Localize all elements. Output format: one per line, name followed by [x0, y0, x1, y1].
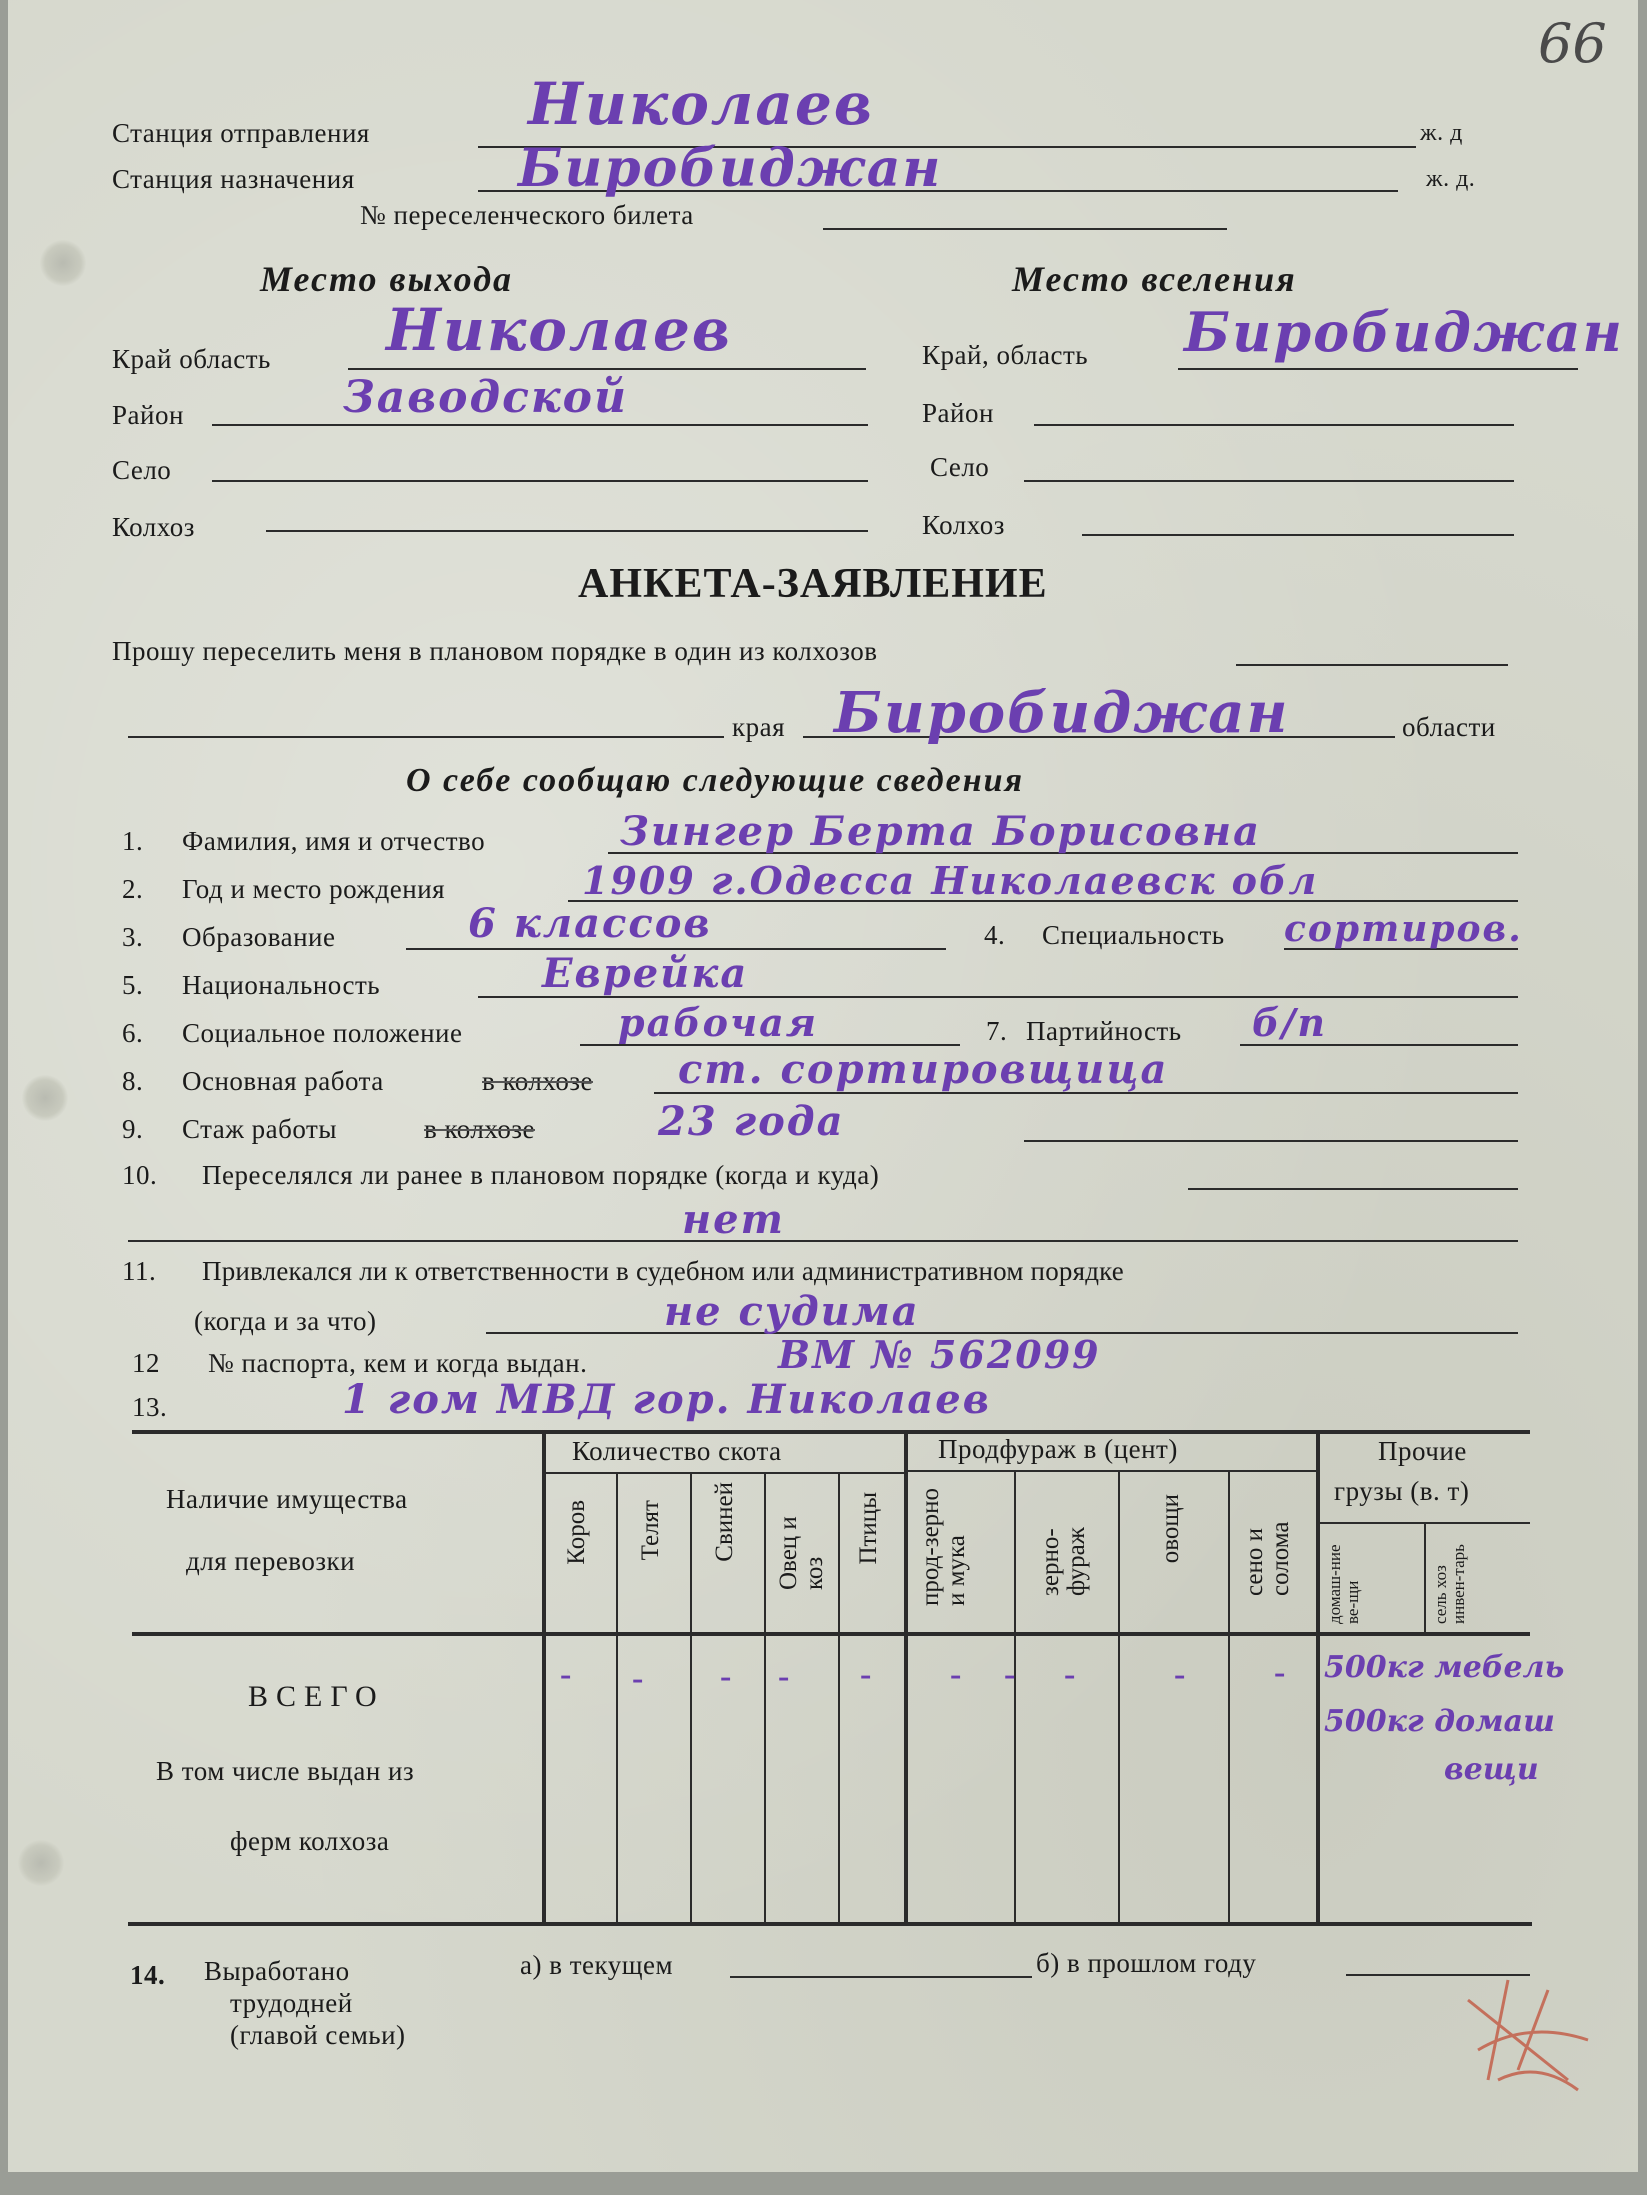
field-9-value: 23 года [658, 1098, 845, 1145]
group-fodder: Продфураж в (цент) [938, 1434, 1178, 1464]
col-grain-fodder: зерно-фураж [1037, 1527, 1090, 1596]
exit-village-label: Село [112, 455, 172, 485]
settle-village-label: Село [930, 452, 990, 482]
exit-district-label: Район [112, 400, 184, 430]
settle-district-label: Район [922, 398, 994, 428]
total-grain-flour: - [950, 1656, 962, 1693]
workdays-current-label: а) в текущем [520, 1950, 674, 1980]
request-kolkhoz-line [1236, 664, 1508, 666]
workdays-label-2: трудодней [230, 1988, 353, 2018]
field-10-number: 10. [122, 1160, 158, 1190]
settle-district-line [1034, 424, 1514, 426]
krai-label: края [732, 712, 786, 742]
column-rule [690, 1472, 692, 1926]
field-4-value: сортиров. [1284, 908, 1523, 950]
field-7-number: 7. [986, 1016, 1008, 1046]
col-hay: сено и солома [1241, 1521, 1294, 1596]
field-11-number: 11. [122, 1256, 157, 1286]
group-other-1: Прочие [1378, 1436, 1467, 1466]
settle-kolkhoz-label: Колхоз [922, 510, 1005, 540]
column-rule [1424, 1522, 1426, 1632]
field-12-number: 12 [132, 1348, 160, 1378]
settle-region-value: Биробиджан [1184, 300, 1624, 364]
total-label: ВСЕГО [248, 1680, 385, 1713]
included-label-2: ферм колхоза [230, 1826, 390, 1856]
field-6-value: рабочая [618, 1000, 819, 1045]
group-fodder-line [906, 1470, 1316, 1472]
row-header-2: для перевозки [186, 1546, 356, 1576]
other-cargo-line-1: 500кг мебель [1324, 1650, 1565, 1685]
total-vegetables: - [1174, 1656, 1186, 1693]
exit-village-line [212, 480, 868, 482]
group-livestock: Количество скота [572, 1436, 782, 1466]
departure-suffix: ж. д [1420, 120, 1463, 146]
departure-value: Николаев [528, 70, 874, 138]
column-rule [1014, 1470, 1016, 1926]
field-4-number: 4. [984, 920, 1006, 950]
punch-hole [22, 1075, 68, 1121]
group-livestock-line [544, 1472, 904, 1474]
field-7-label: Партийность [1026, 1016, 1182, 1046]
krai-value: Биробиджан [834, 680, 1290, 746]
destination-suffix: ж. д. [1426, 166, 1476, 192]
column-rule [838, 1472, 840, 1926]
field-13-number: 13. [132, 1392, 168, 1422]
departure-label: Станция отправления [112, 118, 370, 148]
table-divider [1316, 1432, 1320, 1926]
other-cargo-line-2: 500кг домаш [1324, 1704, 1555, 1739]
field-8-value: ст. сортировщица [678, 1046, 1169, 1093]
total-cows: - [560, 1656, 572, 1693]
field-8-struck: в колхозе [482, 1066, 593, 1096]
oblast-label: области [1402, 712, 1496, 742]
field-12-label: № паспорта, кем и когда выдан. [208, 1348, 588, 1378]
settle-kolkhoz-line [1082, 534, 1514, 536]
punch-hole [18, 1840, 64, 1886]
field-11-label: Привлекался ли к ответственности в судебном или административном порядке [202, 1256, 1124, 1286]
col-vegetables: овощи [1157, 1494, 1184, 1564]
field-8-label: Основная работа [182, 1066, 384, 1096]
field-1-number: 1. [122, 826, 144, 856]
field-5-number: 5. [122, 970, 144, 1000]
field-10-value: нет [682, 1196, 785, 1243]
col-grain-flour: прод-зерно и мука [917, 1487, 970, 1606]
workdays-current-line [730, 1976, 1032, 1978]
field-9-line [1024, 1140, 1518, 1142]
field-12-value: ВМ № 562099 [778, 1332, 1101, 1377]
field-11-value: не судима [664, 1288, 920, 1335]
exit-district-value: Заводской [343, 372, 628, 423]
punch-hole [40, 240, 86, 286]
workdays-label-3: (главой семьи) [230, 2020, 406, 2050]
exit-region-value: Николаев [386, 296, 732, 364]
request-line: Прошу переселить меня в плановом порядке в один из колхозов [112, 636, 878, 666]
table-header-rule [132, 1632, 1530, 1636]
table-divider [542, 1432, 546, 1926]
exit-region-label: Край область [112, 344, 271, 374]
field-9-number: 9. [122, 1114, 144, 1144]
field-2-label: Год и место рождения [182, 874, 446, 904]
ticket-line [823, 228, 1227, 230]
col-sheep: Овец и коз [775, 1516, 828, 1590]
field-9-struck: в колхозе [424, 1114, 535, 1144]
field-11-label-2: (когда и за что) [194, 1306, 377, 1336]
field-8-number: 8. [122, 1066, 144, 1096]
field-2-number: 2. [122, 874, 144, 904]
col-cows: Коров [563, 1500, 590, 1565]
exit-region-line [348, 368, 866, 370]
settle-region-label: Край, область [922, 340, 1089, 370]
total-calves: - [632, 1660, 644, 1697]
field-7-value: б/п [1252, 1000, 1327, 1045]
settle-region-line [1178, 368, 1578, 370]
group-other-2: грузы (в. т) [1334, 1476, 1470, 1506]
total-grain-flour-2: - [1004, 1656, 1016, 1693]
field-13-value: 1 гом МВД гор. Николаев [342, 1376, 992, 1423]
row-header-1: Наличие имущества [166, 1484, 408, 1514]
column-rule [764, 1472, 766, 1926]
exit-place-heading: Место выхода [260, 259, 514, 299]
included-label-1: В том числе выдан из [156, 1756, 415, 1786]
field-3-number: 3. [122, 922, 144, 952]
about-heading: О себе сообщаю следующие сведения [406, 762, 1025, 799]
col-calves: Телят [637, 1500, 664, 1561]
field-6-number: 6. [122, 1018, 144, 1048]
field-5-label: Национальность [182, 970, 381, 1000]
settle-place-heading: Место вселения [1012, 259, 1297, 299]
red-pencil-mark [1448, 1960, 1608, 2100]
other-cargo-line-3: вещи [1444, 1752, 1539, 1787]
workdays-label-1: Выработано [204, 1956, 350, 1986]
total-pigs: - [720, 1658, 732, 1695]
table-top-rule [132, 1430, 1530, 1434]
request-blank-line [128, 736, 724, 738]
total-grain-fodder: - [1064, 1656, 1076, 1693]
field-9-label: Стаж работы [182, 1114, 337, 1144]
ticket-label: № переселенческого билета [360, 200, 694, 230]
total-birds: - [860, 1656, 872, 1693]
form-sheet [8, 0, 1638, 2172]
col-pigs: Свиней [711, 1482, 738, 1562]
field-5-value: Еврейка [542, 950, 749, 997]
col-birds: Птицы [855, 1492, 882, 1565]
column-rule [616, 1472, 618, 1926]
field-1-value: Зингер Берта Борисовна [620, 808, 1261, 855]
total-hay: - [1274, 1654, 1286, 1691]
exit-kolkhoz-label: Колхоз [112, 512, 195, 542]
column-rule [1228, 1470, 1230, 1926]
exit-district-line [212, 424, 868, 426]
field-1-label: Фамилия, имя и отчество [182, 826, 486, 856]
page-number: 66 [1538, 12, 1607, 75]
field-10-line-2 [128, 1240, 1518, 1242]
field-3-value: 6 классов [468, 900, 712, 947]
destination-label: Станция назначения [112, 164, 355, 194]
field-10-label: Переселялся ли ранее в плановом порядке (когда и куда) [202, 1160, 880, 1190]
total-sheep: - [778, 1658, 790, 1695]
settle-village-line [1024, 480, 1514, 482]
workdays-last-label: б) в прошлом году [1036, 1948, 1257, 1978]
col-household: домаш-ние ве-щи [1325, 1544, 1362, 1624]
field-14-number: 14. [130, 1960, 166, 1990]
form-title: АНКЕТА-ЗАЯВЛЕНИЕ [578, 561, 1048, 607]
table-bottom-rule [128, 1922, 1532, 1926]
field-3-label: Образование [182, 922, 336, 952]
field-4-label: Специальность [1042, 920, 1225, 950]
col-farm-tools: сель хоз инвен-тарь [1431, 1544, 1468, 1624]
field-6-label: Социальное положение [182, 1018, 463, 1048]
column-rule [1118, 1470, 1120, 1926]
table-divider [904, 1432, 908, 1926]
destination-value: Биробиджан [518, 138, 943, 199]
field-2-value: 1909 г.Одесса Николаевск обл [582, 858, 1319, 903]
exit-kolkhoz-line [266, 530, 868, 532]
field-10-line [1188, 1188, 1518, 1190]
